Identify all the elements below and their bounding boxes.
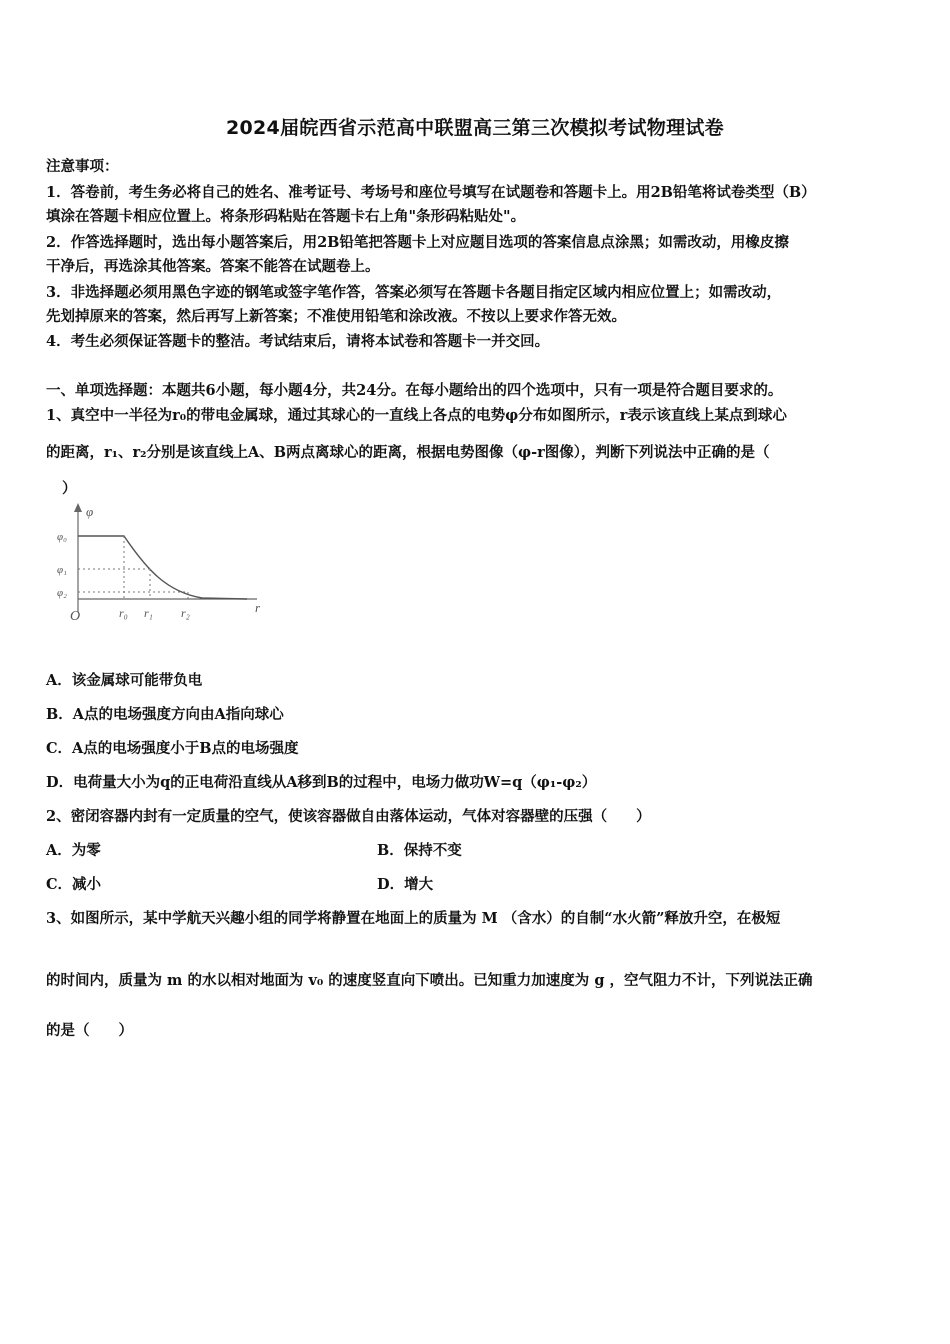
x-axis-label: r (255, 600, 261, 615)
page-title: 2024届皖西省示范高中联盟高三第三次模拟考试物理试卷 (226, 117, 724, 139)
notice-line: 4．考生必须保证答题卡的整洁。考试结束后，请将本试卷和答题卡一并交回。 (46, 333, 550, 350)
phi-curve (78, 536, 247, 599)
notice-line: 1．答卷前，考生务必将自己的姓名、准考证号、考场号和座位号填写在试题卷和答题卡上。用2B铅笔将试卷类型（B） (46, 184, 816, 201)
q2-option-d: D．增大 (377, 876, 434, 893)
notice-heading: 注意事项： (46, 158, 119, 175)
q1-option-a: A．该金属球可能带负电 (46, 672, 203, 689)
notice-line: 先划掉原来的答案，然后再写上新答案；不准使用铅笔和涂改液。不按以上要求作答无效。 (46, 308, 626, 325)
q1-stem-line2: 的距离，r₁、r₂分别是该直线上A、B两点离球心的距离，根据电势图像（φ-r图像），判断下列说法中正确的是（ (46, 444, 770, 461)
notice-line: 3．非选择题必须用黑色字迹的钢笔或签字笔作答，答案必须写在答题卡各题目指定区域内相应位置上；如需改动， (46, 284, 782, 301)
q3-stem-line1: 3、如图所示，某中学航天兴趣小组的同学将静置在地面上的质量为 M （含水）的自制“水火箭”释放升空，在极短 (46, 910, 781, 927)
q2-option-c: C．减小 (46, 876, 102, 893)
x-tick-r0: r₀ (119, 606, 128, 620)
q2-option-b: B．保持不变 (377, 842, 462, 859)
x-tick-r2: r₂ (181, 606, 190, 620)
q1-stem-line1: 1、真空中一半径为r₀的带电金属球，通过其球心的一直线上各点的电势φ分布如图所示，r表示该直线上某点到球心 (46, 407, 787, 424)
q1-option-b: B．A点的电场强度方向由A指向球心 (46, 706, 284, 723)
q2-stem: 2、密闭容器内封有一定质量的空气，使该容器做自由落体运动，气体对容器壁的压强（ ） (46, 808, 651, 825)
y-tick-phi1: φ₁ (57, 564, 67, 576)
q1-option-d: D．电荷量大小为q的正电荷沿直线从A移到B的过程中，电场力做功W=q（φ₁-φ₂） (46, 774, 597, 791)
y-tick-phi0: φ₀ (57, 531, 67, 543)
section-heading: 一、单项选择题：本题共6小题，每小题4分，共24分。在每小题给出的四个选项中，只有一项是符合题目要求的。 (46, 382, 783, 399)
y-tick-phi2: φ₂ (57, 587, 67, 599)
q3-stem-line3: 的是（ ） (46, 1022, 133, 1039)
potential-graph (52, 500, 282, 630)
q1-option-c: C．A点的电场强度小于B点的电场强度 (46, 740, 299, 757)
notice-line: 填涂在答题卡相应位置上。将条形码粘贴在答题卡右上角"条形码粘贴处"。 (46, 208, 526, 225)
x-tick-r1: r₁ (144, 606, 153, 620)
q2-option-a: A．为零 (46, 842, 101, 859)
y-axis-label: φ (86, 504, 94, 519)
q1-stem-line3: ） (62, 480, 77, 497)
y-axis-arrow (74, 503, 82, 512)
notice-line: 干净后，再选涂其他答案。答案不能答在试题卷上。 (46, 258, 380, 275)
origin-label: O (70, 609, 81, 624)
q3-stem-line2: 的时间内，质量为 m 的水以相对地面为 v₀ 的速度竖直向下喷出。已知重力加速度为 g ，空气阻力不计，下列说法正确 (46, 972, 813, 989)
notice-line: 2．作答选择题时，选出每小题答案后，用2B铅笔把答题卡上对应题目选项的答案信息点涂黑；如需改动，用橡皮擦 (46, 234, 789, 251)
